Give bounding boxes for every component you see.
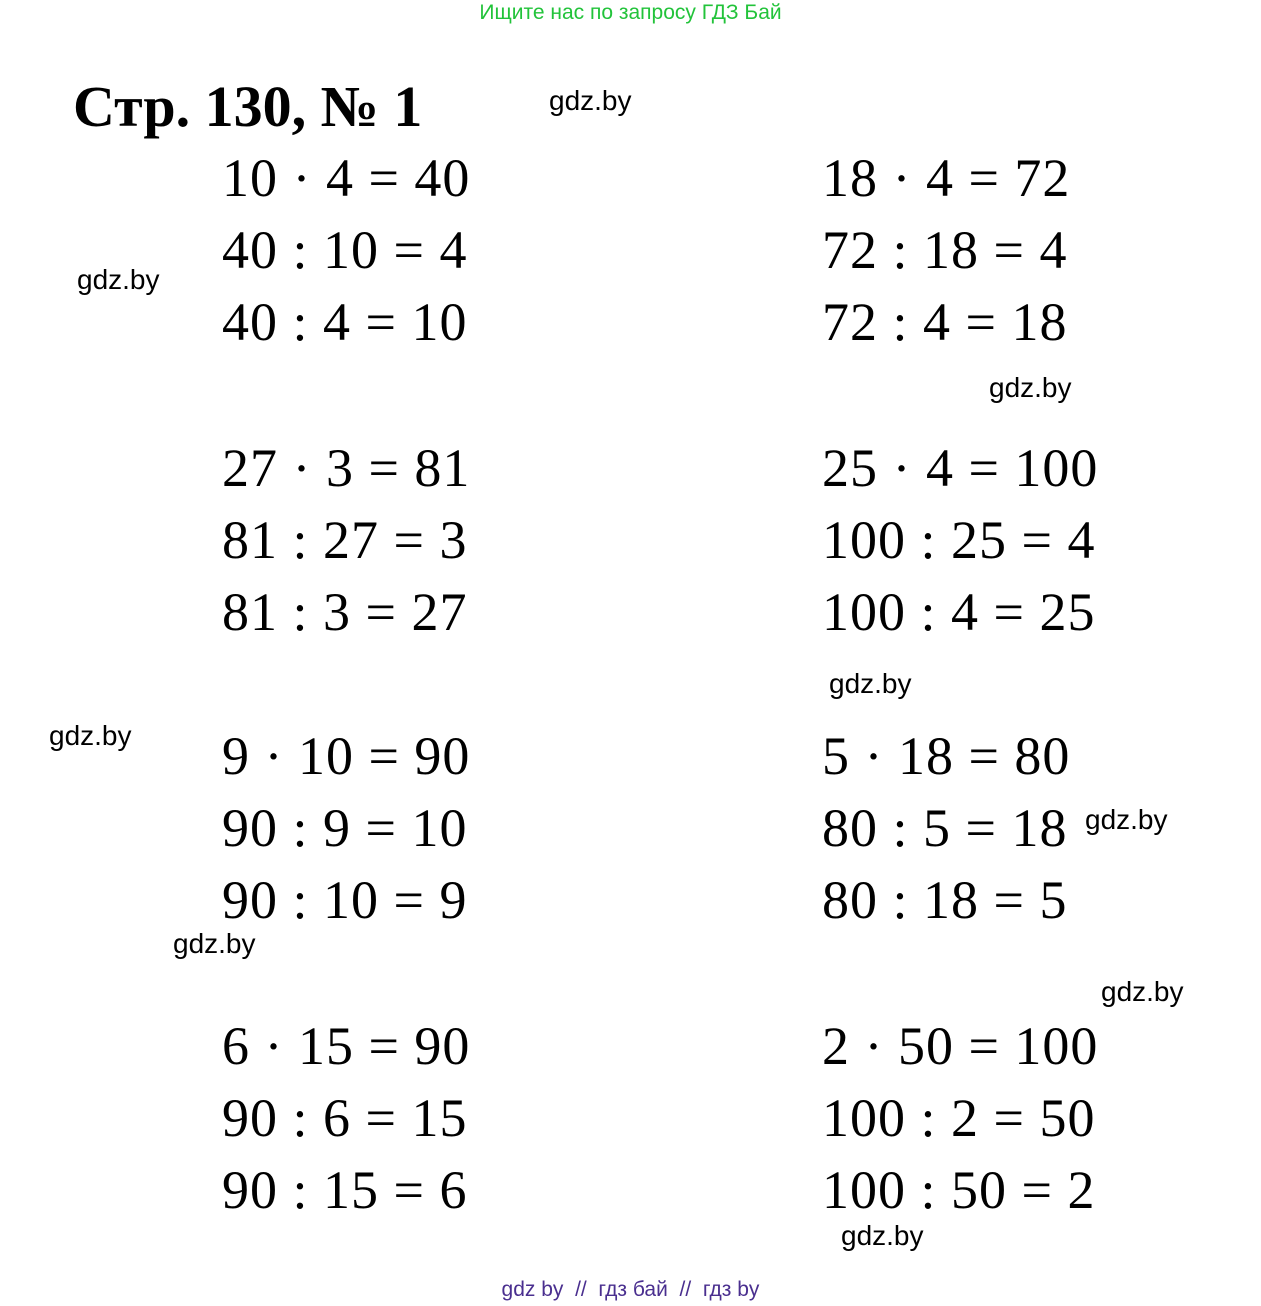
equation-right: 18 · 4 = 72 xyxy=(822,148,1071,208)
equation-right: 100 : 50 = 2 xyxy=(822,1160,1096,1220)
equation-right: 2 · 50 = 100 xyxy=(822,1016,1099,1076)
footer-links[interactable]: gdz by // гдз бай // гдз by xyxy=(501,1278,760,1301)
equation-right: 100 : 2 = 50 xyxy=(822,1088,1096,1148)
watermark: gdz.by xyxy=(829,668,912,699)
equation-left: 10 · 4 = 40 xyxy=(222,148,471,208)
equation-right: 72 : 4 = 18 xyxy=(822,292,1068,352)
equation-left: 81 : 3 = 27 xyxy=(222,582,468,642)
equation-right: 5 · 18 = 80 xyxy=(822,726,1071,786)
watermark: gdz.by xyxy=(841,1220,924,1251)
equation-left: 90 : 9 = 10 xyxy=(222,798,468,858)
equation-left: 90 : 6 = 15 xyxy=(222,1088,468,1148)
equation-right: 25 · 4 = 100 xyxy=(822,438,1099,498)
equation-left: 81 : 27 = 3 xyxy=(222,510,468,570)
watermark: gdz.by xyxy=(549,85,632,116)
equation-left: 6 · 15 = 90 xyxy=(222,1016,471,1076)
watermark: gdz.by xyxy=(1085,804,1168,835)
watermark: gdz.by xyxy=(1101,976,1184,1007)
equation-right: 80 : 5 = 18 xyxy=(822,798,1068,858)
header-banner: Ищите нас по запросу ГДЗ Бай xyxy=(479,1,782,24)
equation-right: 100 : 25 = 4 xyxy=(822,510,1096,570)
equation-left: 90 : 15 = 6 xyxy=(222,1160,468,1220)
equation-left: 40 : 10 = 4 xyxy=(222,220,468,280)
equation-left: 40 : 4 = 10 xyxy=(222,292,468,352)
watermark: gdz.by xyxy=(989,372,1072,403)
equation-right: 80 : 18 = 5 xyxy=(822,870,1068,930)
equation-left: 27 · 3 = 81 xyxy=(222,438,471,498)
equation-left: 90 : 10 = 9 xyxy=(222,870,468,930)
page-title: Стр. 130, № 1 xyxy=(73,74,423,139)
watermark: gdz.by xyxy=(77,264,160,295)
watermark: gdz.by xyxy=(173,928,256,959)
equation-right: 72 : 18 = 4 xyxy=(822,220,1068,280)
watermark: gdz.by xyxy=(49,720,132,751)
equation-right: 100 : 4 = 25 xyxy=(822,582,1096,642)
equation-left: 9 · 10 = 90 xyxy=(222,726,471,786)
